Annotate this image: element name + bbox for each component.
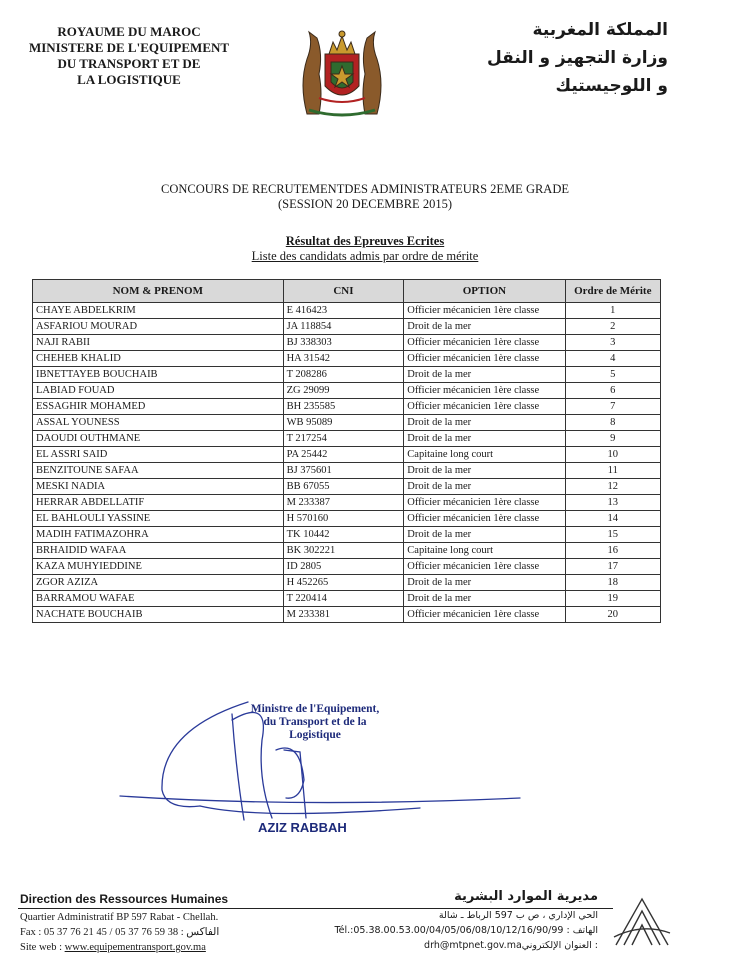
table-row — [33, 607, 661, 623]
column-header-rank: Ordre de Mérite — [565, 280, 660, 303]
footer-site — [20, 940, 228, 955]
cell-option: Droit de la mer — [404, 527, 565, 543]
footer-tel-number: Tél.:05.38.00.53.00/04/05/06/08/10/12/16/90/99 — [334, 925, 564, 936]
stamp-line: Ministre de l'Equipement, — [250, 703, 380, 715]
footer-tel — [334, 923, 598, 938]
cell-cni: BK 302221 — [283, 543, 404, 559]
cell-name: CHEHEB KHALID — [33, 351, 284, 367]
cell-cni: T 217254 — [283, 431, 404, 447]
footer-address-ar: الحي الإداري ، ص ب 597 الرباط ـ شالة — [438, 910, 598, 921]
cell-cni: BJ 338303 — [283, 335, 404, 351]
table-row — [33, 351, 661, 367]
cell-rank: 17 — [565, 559, 660, 575]
cell-name: BARRAMOU WAFAE — [33, 591, 284, 607]
cell-cni: WB 95089 — [283, 415, 404, 431]
cell-name: KAZA MUHYIEDDINE — [33, 559, 284, 575]
cell-rank: 4 — [565, 351, 660, 367]
cell-name: CHAYE ABDELKRIM — [33, 303, 284, 319]
cell-rank: 6 — [565, 383, 660, 399]
footer-direction-fr: Direction des Ressources Humaines — [20, 892, 229, 906]
signatory-name: AZIZ RABBAH — [258, 820, 347, 835]
cell-option: Officier mécanicien 1ère classe — [404, 559, 565, 575]
footer-email — [334, 938, 598, 953]
cell-rank: 1 — [565, 303, 660, 319]
cell-option: Officier mécanicien 1ère classe — [404, 303, 565, 319]
cell-rank: 8 — [565, 415, 660, 431]
footer-site-label: Site web : — [20, 942, 65, 953]
website-link[interactable]: www.equipementransport.gov.ma — [64, 942, 206, 953]
cell-rank: 16 — [565, 543, 660, 559]
cell-rank: 19 — [565, 591, 660, 607]
cell-option: Officier mécanicien 1ère classe — [404, 511, 565, 527]
cell-cni: PA 25442 — [283, 447, 404, 463]
table-row — [33, 591, 661, 607]
cell-cni: H 570160 — [283, 511, 404, 527]
table-row — [33, 559, 661, 575]
ministry-stamp — [240, 703, 390, 742]
table-row — [33, 415, 661, 431]
ministry-header-fr — [14, 24, 244, 88]
header-fr-line: MINISTERE DE L'EQUIPEMENT — [28, 40, 230, 55]
cell-option: Droit de la mer — [404, 591, 565, 607]
header-ar-line: و اللوجيستيك — [555, 76, 668, 96]
cell-option: Droit de la mer — [404, 463, 565, 479]
cell-name: BRHAIDID WAFAA — [33, 543, 284, 559]
cell-cni: T 220414 — [283, 591, 404, 607]
column-header-cni: CNI — [283, 280, 404, 303]
cell-rank: 20 — [565, 607, 660, 623]
cell-cni: M 233387 — [283, 495, 404, 511]
cell-cni: BJ 375601 — [283, 463, 404, 479]
stamp-line: du Transport et de la — [263, 716, 367, 728]
table-row — [33, 303, 661, 319]
cell-rank: 5 — [565, 367, 660, 383]
cell-cni: HA 31542 — [283, 351, 404, 367]
cell-rank: 15 — [565, 527, 660, 543]
cell-name: MADIH FATIMAZOHRA — [33, 527, 284, 543]
cell-option: Droit de la mer — [404, 575, 565, 591]
cell-rank: 7 — [565, 399, 660, 415]
footer-direction-ar: مديرية الموارد البشرية — [454, 889, 598, 904]
cell-name: NACHATE BOUCHAIB — [33, 607, 284, 623]
cell-name: EL ASSRI SAID — [33, 447, 284, 463]
cell-option: Droit de la mer — [404, 431, 565, 447]
footer-fax: Fax : 05 37 76 21 45 / 05 37 76 59 38 : الفاكس — [20, 927, 220, 938]
cell-option: Droit de la mer — [404, 319, 565, 335]
cell-name: DAOUDI OUTHMANE — [33, 431, 284, 447]
table-row — [33, 479, 661, 495]
cell-option: Officier mécanicien 1ère classe — [404, 495, 565, 511]
cell-cni: H 452265 — [283, 575, 404, 591]
footer-email-label: : العنوان الإلكتروني — [521, 940, 598, 951]
header-fr-line: LA LOGISTIQUE — [77, 72, 181, 87]
header-ar-line: المملكة المغربية — [532, 20, 668, 40]
column-header-name: NOM & PRENOM — [33, 280, 284, 303]
email-link[interactable]: drh@mtpnet.gov.ma — [424, 940, 522, 951]
ministry-header-ar — [478, 16, 668, 100]
footer-right — [334, 889, 598, 953]
cell-rank: 18 — [565, 575, 660, 591]
title-line-1: CONCOURS DE RECRUTEMENTDES ADMINISTRATEURS 2EME GRADE — [160, 182, 569, 196]
list-heading: Liste des candidats admis par ordre de mérite — [251, 249, 479, 263]
table-row — [33, 383, 661, 399]
table-row — [33, 495, 661, 511]
cell-option: Droit de la mer — [404, 415, 565, 431]
cell-cni: T 208286 — [283, 367, 404, 383]
footer-address: Quartier Administratif BP 597 Rabat - Chellah. — [20, 912, 219, 923]
table-row — [33, 527, 661, 543]
cell-rank: 2 — [565, 319, 660, 335]
column-header-option: OPTION — [404, 280, 565, 303]
cell-cni: JA 118854 — [283, 319, 404, 335]
cell-cni: BH 235585 — [283, 399, 404, 415]
table-row — [33, 335, 661, 351]
title-line-2: (SESSION 20 DECEMBRE 2015) — [278, 197, 452, 211]
cell-name: IBNETTAYEB BOUCHAIB — [33, 367, 284, 383]
cell-name: EL BAHLOULI YASSINE — [33, 511, 284, 527]
cell-name: ZGOR AZIZA — [33, 575, 284, 591]
cell-name: LABIAD FOUAD — [33, 383, 284, 399]
table-row — [33, 399, 661, 415]
cell-option: Officier mécanicien 1ère classe — [404, 383, 565, 399]
cell-rank: 9 — [565, 431, 660, 447]
stamp-line: Logistique — [289, 729, 341, 741]
table-row — [33, 367, 661, 383]
cell-name: ASFARIOU MOURAD — [33, 319, 284, 335]
table-row — [33, 319, 661, 335]
cell-cni: ID 2805 — [283, 559, 404, 575]
document-title — [0, 182, 730, 212]
footer-tel-label: الهاتف : — [563, 925, 598, 936]
cell-cni: BB 67055 — [283, 479, 404, 495]
cell-option: Droit de la mer — [404, 479, 565, 495]
table-row — [33, 511, 661, 527]
table-row — [33, 575, 661, 591]
cell-cni: TK 10442 — [283, 527, 404, 543]
header-fr-line: DU TRANSPORT ET DE — [57, 56, 201, 71]
table-header-row — [33, 280, 661, 303]
cell-name: NAJI RABII — [33, 335, 284, 351]
table-row — [33, 431, 661, 447]
cell-rank: 3 — [565, 335, 660, 351]
cell-rank: 12 — [565, 479, 660, 495]
cell-option: Capitaine long court — [404, 447, 565, 463]
cell-rank: 11 — [565, 463, 660, 479]
cell-name: HERRAR ABDELLATIF — [33, 495, 284, 511]
cell-cni: M 233381 — [283, 607, 404, 623]
cell-rank: 13 — [565, 495, 660, 511]
results-table — [32, 279, 661, 623]
document-subtitle — [0, 234, 730, 264]
cell-option: Officier mécanicien 1ère classe — [404, 607, 565, 623]
header-ar-line: وزارة التجهيز و النقل — [486, 48, 668, 68]
table-row — [33, 463, 661, 479]
footer-left — [20, 892, 228, 955]
cell-cni: E 416423 — [283, 303, 404, 319]
results-heading: Résultat des Epreuves Ecrites — [285, 234, 445, 248]
cell-rank: 10 — [565, 447, 660, 463]
cell-cni: ZG 29099 — [283, 383, 404, 399]
cell-option: Officier mécanicien 1ère classe — [404, 399, 565, 415]
cell-name: ESSAGHIR MOHAMED — [33, 399, 284, 415]
cell-name: BENZITOUNE SAFAA — [33, 463, 284, 479]
cell-option: Officier mécanicien 1ère classe — [404, 335, 565, 351]
cell-option: Officier mécanicien 1ère classe — [404, 351, 565, 367]
table-row — [33, 447, 661, 463]
cell-option: Droit de la mer — [404, 367, 565, 383]
cell-rank: 14 — [565, 511, 660, 527]
header-fr-line: ROYAUME DU MAROC — [57, 24, 201, 39]
cell-name: MESKI NADIA — [33, 479, 284, 495]
ministry-logo-icon — [612, 893, 672, 949]
table-row — [33, 543, 661, 559]
cell-option: Capitaine long court — [404, 543, 565, 559]
cell-name: ASSAL YOUNESS — [33, 415, 284, 431]
moroccan-coat-of-arms-emblem — [289, 14, 395, 122]
